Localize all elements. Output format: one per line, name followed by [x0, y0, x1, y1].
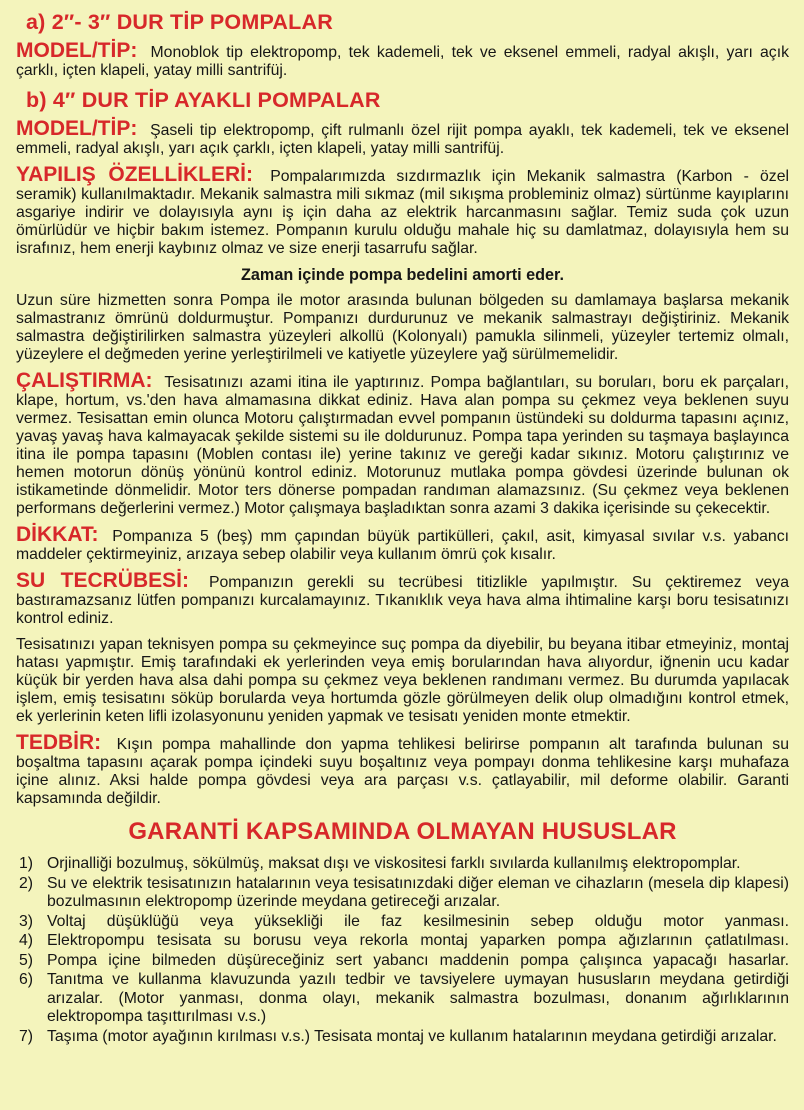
lead-operation: ÇALIŞTIRMA: [16, 369, 153, 392]
heading-section-b: b) 4″ DUR TİP AYAKLI POMPALAR [26, 88, 381, 112]
paragraph-precaution [16, 731, 789, 808]
text-model-tip-a: Monoblok tip elektropomp, tek kademeli, tek ve eksenel emmeli, radyal akışlı, yarı açık çarklı, içten klapeli, yatay milli santrifüj. [16, 44, 789, 79]
paragraph-water-test [16, 569, 789, 628]
heading-section-a: a) 2″- 3″ DUR TİP POMPALAR [26, 10, 333, 34]
list-item-number: 1) [19, 855, 34, 872]
text-water-test: Pompanızın gerekli su tecrübesi titizlikle yapılmıştır. Su çektiremez veya bastıramazsanız lütfen pompanızı kurcalamayınız. Tıkanıklık veya hava alma ihtimaline karşı boru tesisatınızı kontrol ediniz. [16, 574, 789, 627]
list-item-text: Taşıma (motor ayağının kırılması v.s.) Tesisata montaj ve kullanım hatalarının meydana getirdiği arızalar. [47, 1027, 777, 1045]
paragraph-operation [16, 369, 789, 518]
list-item-text: Voltaj düşüklüğü veya yüksekliği ile faz kesilmesinin sebep olduğu motor yanması. [47, 912, 789, 930]
list-item-number: 2) [19, 874, 34, 892]
text-construction: Pompalarımızda sızdırmazlık için Mekanik salmastra (Karbon - özel seramik) kullanılmaktadır. Mekanik salmastra mili sıkmaz (mil sıkışma probleminiz olmaz) sürtünme kayıplarını asgariye indirir ve dolayısıyla aynı iş için daha az elektrik harcanmasını sağlar. Temiz suda çok uzun ömürlüdür ve hiçbir bakım istemez. Pompanın kurulu olduğu mahale hiç su damlatmaz, dolayısıyla hem su israfınız, hem enerji kaybınız olmaz ve size enerji tasarrufu sağlar. [16, 168, 790, 257]
lead-precaution: TEDBİR: [16, 731, 102, 754]
paragraph-model-tip-a [16, 39, 789, 80]
list-item [16, 971, 789, 1027]
list-item-number: 7) [19, 1027, 34, 1045]
paragraph-caution [16, 523, 789, 564]
list-item [16, 952, 789, 971]
paragraph-seal-replacement: Uzun süre hizmetten sonra Pompa ile motor arasında bulunan bölgeden su damlamaya başlarsa mekanik salmastranız ömrünü doldurmuştur. Pompanızı durdurunuz ve mekanik salmastrayı değiştiriniz. Mekanik salmastra değiştirilirken salmastra yüzeyleri alkollü (Kolonyalı) pamukla silinmeli, yüzeyler tertemiz olmalı, yüzeylere el değmeden yerine yerleştirilmeli ve katiyetle yüzeylere yağ sürülmemelidir. [16, 292, 789, 363]
list-item [16, 913, 789, 932]
amortization-note: Zaman içinde pompa bedelini amorti eder. [241, 266, 564, 284]
list-item [16, 1028, 789, 1047]
list-item-text: Orjinalliği bozulmuş, sökülmüş, maksat dışı ve viskositesi farklı sıvılarda kullanılmış elektropomplar. [47, 855, 741, 872]
list-item [16, 932, 789, 951]
list-item-number: 6) [19, 971, 34, 988]
warranty-exclusions-list [16, 855, 789, 1046]
list-item-text: Su ve elektrik tesisatınızın hatalarının veya tesisatınızdaki diğer eleman ve cihazların (mesela dip klapesi) bozulmasının elektropomp üzerinde meydana getireceği arızalar. [47, 874, 789, 910]
list-item-number: 4) [19, 932, 34, 949]
list-item [16, 875, 789, 912]
lead-water-test: SU TECRÜBESİ: [16, 569, 189, 592]
list-item-number: 5) [19, 951, 34, 969]
lead-construction: YAPILIŞ ÖZELLİKLERİ: [16, 163, 254, 186]
paragraph-technician: Tesisatınızı yapan teknisyen pompa su çekmeyince suç pompa da diyebilir, bu beyana itibar etmeyiniz, montaj hatası yapmıştır. Emiş tarafındaki ek yerlerinden veya emiş borularından hava alıyordur, iğnenin ucu kadar küçük bir yerden hava alsa dahi pompa su çekmez veya beklenen randımanı vermez. Bu durumda yapılacak işlem, emiş tesisatını söküp borularda veya hortumda gözle görülmeyen delik olup olmadığını kontrol etmek, ek yerlerinin keten lifli izolasyonunu yeniden yapmak ve tesisatı yeniden monte etmektir. [16, 636, 789, 725]
list-item-text: Pompa içine bilmeden düşüreceğiniz sert yabancı maddenin pompa çalışınca yapacağı hasarlar. [47, 951, 789, 969]
lead-model-tip-a: MODEL/TİP: [16, 39, 138, 62]
list-item-text: Elektropompu tesisata su borusu veya rekorla montaj yaparken pompa ağızlarının çatlatılması. [47, 932, 789, 949]
text-caution: Pompanıza 5 (beş) mm çapından büyük partikülleri, çakıl, asit, kimyasal sıvılar v.s. yabancı maddeler çektirmeyiniz, arızaya sebep olabilir veya kullanım ömrü çok kısalır. [16, 528, 789, 563]
paragraph-model-tip-b [16, 117, 789, 158]
list-item-text: Tanıtma ve kullanma klavuzunda yazılı tedbir ve tavsiyelere uymayan hususların meydana getirdiği arızalar. (Motor yanması, donma olayı, mekanik salmastra bozulması, donanım ağırlıklarının elektropompa taşıttırılması v.s.) [47, 971, 789, 1025]
list-item-number: 3) [19, 912, 34, 930]
text-operation: Tesisatınızı azami itina ile yaptırınız. Pompa bağlantıları, su boruları, boru ek parçaları, klape, hortum, vs.'den hava almamasına dikkat ediniz. Hava alan pompa su çekmez veya beklenen suyu vermez. Tesisattan emin olunca Motoru çalıştırmadan evvel pompanın üstündeki su doldurma tapasını açınız, yavaş yavaş hava kalmayacak şekilde sistemi su ile doldurunuz. Pompa tapa yerinden su taşmaya başlayınca itina ile pompa tapasını (Moblen contası ile) yerine takınız ve gereği kadar sıkınız. Motoru çalıştırınız ve hemen motorun dönüş yönünü kontrol ediniz. Motorunuz mutlaka pompa gövdesi üzerinde bulunan ok istikametinde dönmelidir. Motor ters dönerse pompadan randıman alamazsınız. (Su çekmez veya beklenen performans değerlerini vermez.) Motor çalışmaya başladıktan sonra azami 3 dakika içerisinde su çekecektir. [16, 374, 789, 517]
list-item [16, 855, 789, 874]
text-precaution: Kışın pompa mahallinde don yapma tehlikesi belirirse pompanın alt tarafında bulunan su boşaltma tapasını açarak pompa içindeki suyu boşaltınız veya pompayı donma tehlikesine karşı muhafaza içine alınız. Aksi halde pompa gövdesi veya ara parçası v.s. çatlayabilir, mil deforme olabilir. Garanti kapsamında değildir. [16, 736, 789, 807]
lead-model-tip-b: MODEL/TİP: [16, 117, 138, 140]
lead-caution: DİKKAT: [16, 523, 99, 546]
text-model-tip-b: Şaseli tip elektropomp, çift rulmanlı özel rijit pompa ayaklı, tek kademeli, tek ve eksenel emmeli, radyal akışlı, yarı açık çarklı, içten klapeli, yatay milli santrifüj. [16, 122, 789, 157]
paragraph-construction [16, 163, 790, 258]
heading-warranty-exclusions: GARANTİ KAPSAMINDA OLMAYAN HUSUSLAR [128, 818, 677, 845]
